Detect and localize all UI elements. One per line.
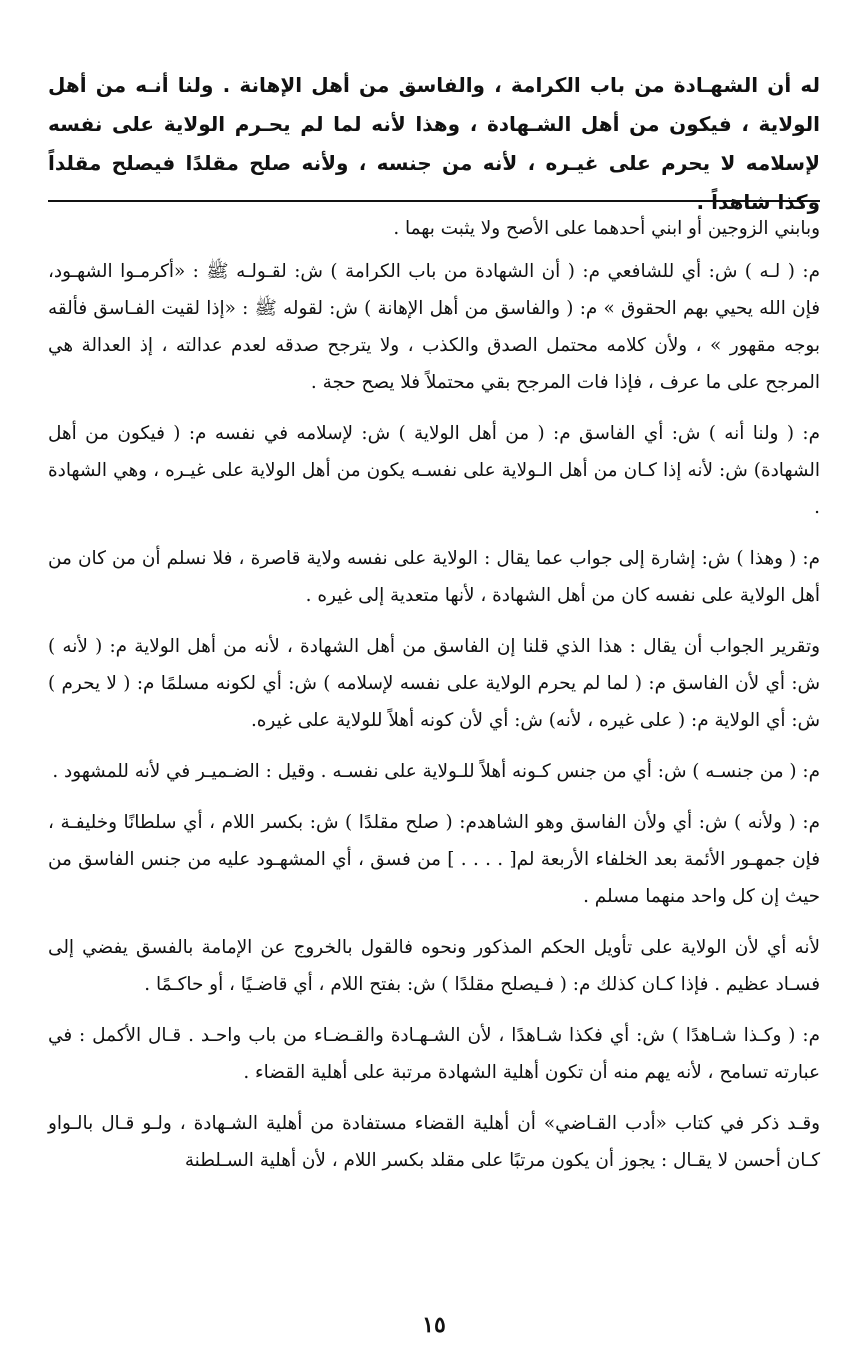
commentary-paragraph: م: ( من جنسـه ) ش: أي من جنس كـونه أهلاً للـولاية على نفسـه . وقيل : الضـميـر في لأنه للمشهود . [52,761,820,782]
commentary-paragraph: وقـد ذكر في كتاب «أدب القـاضي» أن أهلية القضاء مستفادة من أهلية الشـهادة ، ولـو قـال بالـواو كـان أحسن لا يقـال : يجوز أن يكون مرتبًا على مقلد بكسر اللام ، لأن أهلية السـلطنة [48,1113,820,1171]
page-number: ١٥ [422,1312,446,1338]
commentary-paragraph: وتقرير الجواب أن يقال : هذا الذي قلنا إن الفاسق من أهل الشهادة ، لأنه من أهل الولاية م: ( لأنه ) ش: أي لأن الفاسق م: ( لما لم يحرم الولاية على نفسه لإسلامه ) ش: أي لكونه مسلمًا م: ( لا يحرم ) ش: أي الولاية م: ( على غيره ، لأنه) ش: أي لأن كونه أهلاً للولاية على غيره. [48,636,820,731]
commentary-paragraph: م: ( ولنا أنه ) ش: أي الفاسق م: ( من أهل الولاية ) ش: لإسلامه في نفسه م: ( فيكون من أهل الشهادة) ش: لأنه إذا كـان من أهل الـولاية على نفسـه يكون من أهل الولاية على غيـره ، وهي الشهادة . [48,423,820,518]
commentary-paragraph: م: ( لـه ) ش: أي للشافعي م: ( أن الشهادة من باب الكرامة ) ش: لقـولـه ﷺ : «أكرمـوا الشهـود، فإن الله يحيي بهم الحقوق » م: ( والفاسق من أهل الإهانة ) ش: لقوله ﷺ : «إذا لقيت الفـاسق فألقه بوجه مقهور » ، ولأن كلامه محتمل الصدق والكذب ، ولا يترجح صدقه لعدم عدالته ، إذ العدالة هي المرجح على ما عرف ، فإذا فات المرجح بقي محتملاً فلا يصح حجة . [48,261,821,393]
commentary-paragraph: م: ( وهذا ) ش: إشارة إلى جواب عما يقال : الولاية على نفسه ولاية قاصرة ، فلا نسلم أن من كان من أهل الولاية على نفسه كان من أهل الشهادة ، لأنها متعدية إلى غيره . [48,548,820,606]
commentary-paragraph: م: ( وكـذا شـاهدًا ) ش: أي فكذا شـاهدًا ، لأن الشـهـادة والقـضـاء من باب واحـد . قـال الأكمل : في عبارته تسامح ، لأنه يهم منه أن تكون أهلية الشهادة مرتبة على أهلية القضاء . [48,1025,820,1083]
commentary-paragraph: م: ( ولأنه ) ش: أي ولأن الفاسق وهو الشاهدم: ( صلح مقلدًا ) ش: بكسر اللام ، أي سلطانًا وخليفـة ، فإن جمهـور الأئمة بعد الخلفاء الأربعة لم[ . . . . ] من فسق ، أي المشهـود عليه من جنس الفاسق من حيث إن كل واحد منهما مسلم . [48,812,820,907]
commentary-paragraph: وبابني الزوجين أو ابني أحدهما على الأصح ولا يثبت بهما . [393,218,820,239]
commentary [48,210,820,1179]
matn-text: له أن الشهـادة من باب الكرامة ، والفاسق من أهل الإهانة . ولنا أنـه من أهل الولاية ، فيكون من أهل الشـهادة ، وهذا لأنه لما لم يحـرم الولاية على نفسه لإسلامه لا يحرم على غيـره ، لأنه من جنسه ، ولأنه صلح مقلدًا فيصلح مقلداً وكذا شاهداً . [48,73,820,214]
commentary-paragraph: لأنه أي لأن الولاية على تأويل الحكم المذكور ونحوه فالقول بالخروج عن الإمامة بالفسق يفضي إلى فسـاد عظيم . فإذا كـان كذلك م: ( فـيصلح مقلدًا ) ش: بفتح اللام ، أي قاضـيًا ، أو حاكـمًا . [48,937,820,995]
